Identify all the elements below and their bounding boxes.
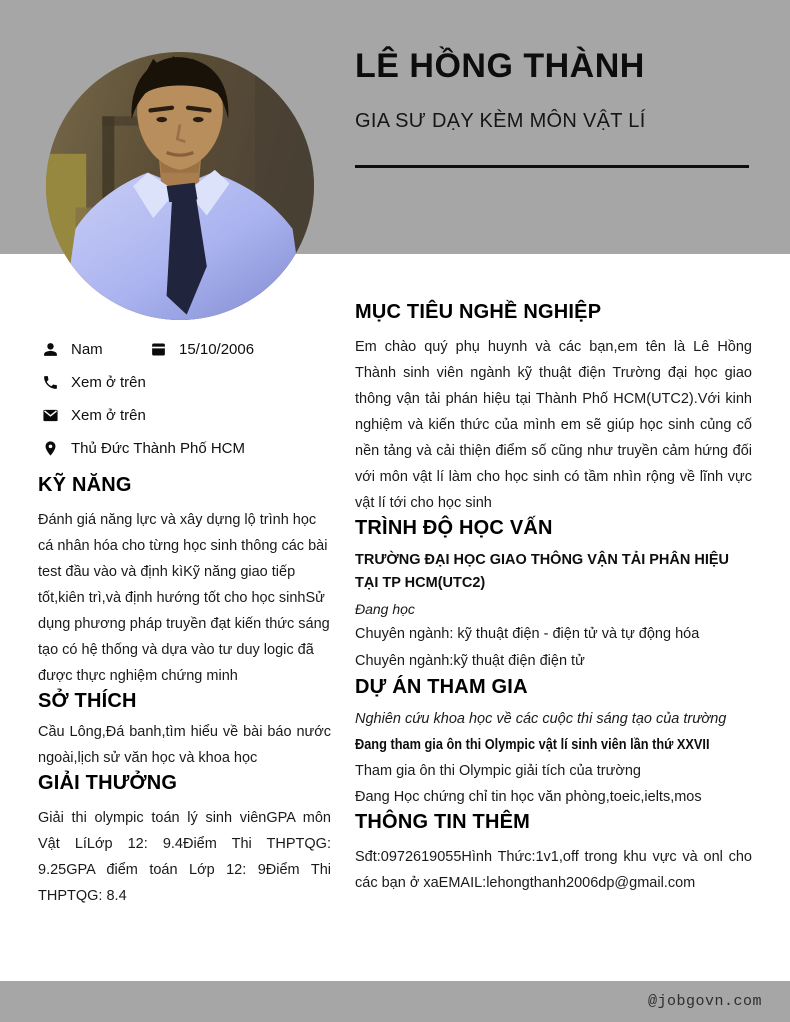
section-title-awards: GIẢI THƯỞNG [38, 772, 178, 794]
project-item-1: Nghiên cứu khoa học về các cuộc thi sáng tạo của trường [355, 711, 727, 727]
section-title-hobbies: SỞ THÍCH [38, 690, 137, 712]
header-identity-block [355, 47, 751, 168]
location-pin-icon [42, 440, 59, 457]
contact-row-address [38, 440, 331, 457]
contact-row-phone [38, 374, 331, 391]
contact-phone: Xem ở trên [71, 374, 146, 391]
hobbies-text: Cầu Lông,Đá banh,tìm hiểu về bài báo nước ngoài,lịch sử văn học và khoa học [38, 724, 331, 766]
education-major-2: Chuyên ngành:kỹ thuật điện điện tử [355, 653, 585, 669]
section-title-education: TRÌNH ĐỘ HỌC VẤN [355, 517, 553, 539]
calendar-icon [150, 341, 167, 358]
section-title-more-info: THÔNG TIN THÊM [355, 811, 531, 833]
section-title-projects: DỰ ÁN THAM GIA [355, 676, 528, 698]
right-column [355, 300, 752, 896]
candidate-job-title: GIA SƯ DẠY KÈM MÔN VẬT LÍ [355, 110, 646, 132]
contact-email: Xem ở trên [71, 407, 146, 424]
envelope-icon [42, 407, 59, 424]
education-school: TRƯỜNG ĐẠI HỌC GIAO THÔNG VẬN TẢI PHÂN HIỆU TẠI TP HCM(UTC2) [355, 552, 730, 591]
more-info-text: Sđt:0972619055Hình Thức:1v1,off trong khu vực và onl cho các bạn ở xaEMAIL:lehongthanh2006dp@gmail.com [355, 849, 752, 891]
footer-brand: @jobgovn.com [647, 993, 762, 1010]
project-item-2: Đang tham gia ôn thi Olympic vật lí sinh viên lần thứ XXVII [355, 737, 710, 753]
person-icon [42, 341, 59, 358]
education-major-1: Chuyên ngành: kỹ thuật điện - điện tử và tự động hóa [355, 626, 700, 642]
section-title-skills: KỸ NĂNG [38, 474, 132, 496]
contact-gender: Nam [71, 341, 103, 358]
project-item-3: Tham gia ôn thi Olympic giải tích của trường [355, 763, 641, 779]
contact-row-gender-birthdate [38, 341, 331, 358]
objective-text: Em chào quý phụ huynh và các bạn,em tên là Lê Hồng Thành sinh viên ngành kỹ thuật điện Trường đại học giao thông vận tải phán hiệu tại Thành Phố HCM(UTC2).Với kinh nghiệm và kiến thức của mình em sẽ giúp học sinh củng cố nền tảng và cải thiện điểm số cũng như truyền cảm hứng đối với môn vật lí làm cho học sinh có tầm nhìn rộng về lĩnh vực vật lí tới cho học sinh [355, 339, 752, 511]
header-divider [355, 165, 749, 168]
left-column [38, 341, 331, 909]
skills-text: Đánh giá năng lực và xây dựng lộ trình học cá nhân hóa cho từng học sinh thông các bài test đầu vào và định kìKỹ năng giao tiếp tốt,kiên trì,và định hướng tốt cho học sinhSử dụng phương pháp truyền đạt kiến thức sáng tạo có hệ thống và dựa vào tư duy logic đã được thực nghiệm chứng minh [38, 512, 330, 684]
contact-address: Thủ Đức Thành Phố HCM [71, 440, 246, 457]
candidate-name: LÊ HỒNG THÀNH [355, 47, 645, 85]
profile-photo [46, 52, 314, 320]
phone-icon [42, 374, 59, 391]
contact-birthdate: 15/10/2006 [179, 341, 255, 358]
portrait-illustration [46, 52, 314, 320]
awards-text: Giải thi olympic toán lý sinh viênGPA môn Vật LíLớp 12: 9.4Điểm Thi THPTQG: 9.25GPA điểm toán Lớp 12: 9Điểm Thi THPTQG: 8.4 [38, 810, 331, 904]
education-status: Đang học [355, 601, 415, 617]
section-title-objective: MỤC TIÊU NGHỀ NGHIỆP [355, 301, 602, 323]
contact-row-email [38, 407, 331, 424]
project-item-4: Đang Học chứng chỉ tin học văn phòng,toeic,ielts,mos [355, 789, 702, 805]
footer-gray-band [0, 981, 790, 1022]
